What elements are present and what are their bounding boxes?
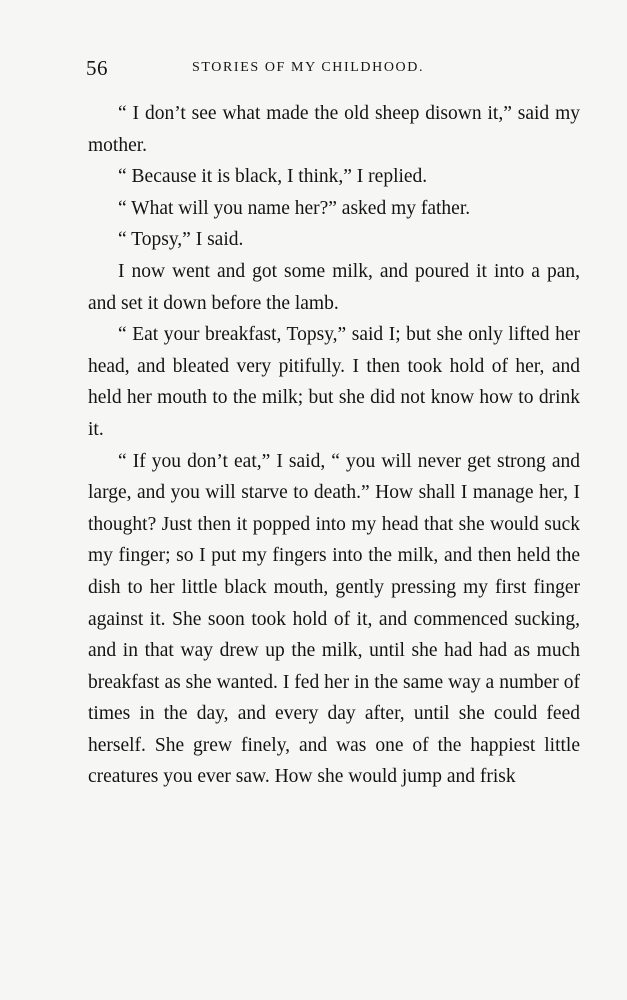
running-head: STORIES OF MY CHILDHOOD. <box>192 60 425 75</box>
paragraph: I now went and got some milk, and poured it into a pan, and set it down before the lamb. <box>88 260 580 314</box>
paragraph: “ What will you name her?” asked my father. <box>118 197 471 219</box>
paragraph: “ Because it is black, I think,” I replied. <box>118 166 428 188</box>
paragraph: “ If you don’t eat,” I said, “ you will never get strong and large, and you will starve to death.” How shall I manage her, I thought? Just then it popped into my head that she would suck my finger; so I put my fingers into the milk, and then held the dish to her little black mouth, gently pressing my first finger against it. She soon took hold of it, and commenced sucking, and in that way drew up the milk, until she had had as much breakfast as she wanted. I fed her in the same way a number of times in the day, and every day after, until she could feed herself. She grew finely, and was one of the happiest little creatures you ever saw. How she would jump and frisk <box>88 450 580 788</box>
paragraph: “ Topsy,” I said. <box>118 229 244 251</box>
page-number: 56 <box>86 56 108 80</box>
paragraph: “ I don’t see what made the old sheep disown it,” said my mother. <box>88 103 580 156</box>
paragraph: “ Eat your breakfast, Topsy,” said I; but she only lifted her head, and bleated very pitifully. I then took hold of her, and held her mouth to the milk; but she did not know how to drink it. <box>88 324 580 440</box>
page-header <box>86 56 580 86</box>
body-text <box>88 98 580 793</box>
